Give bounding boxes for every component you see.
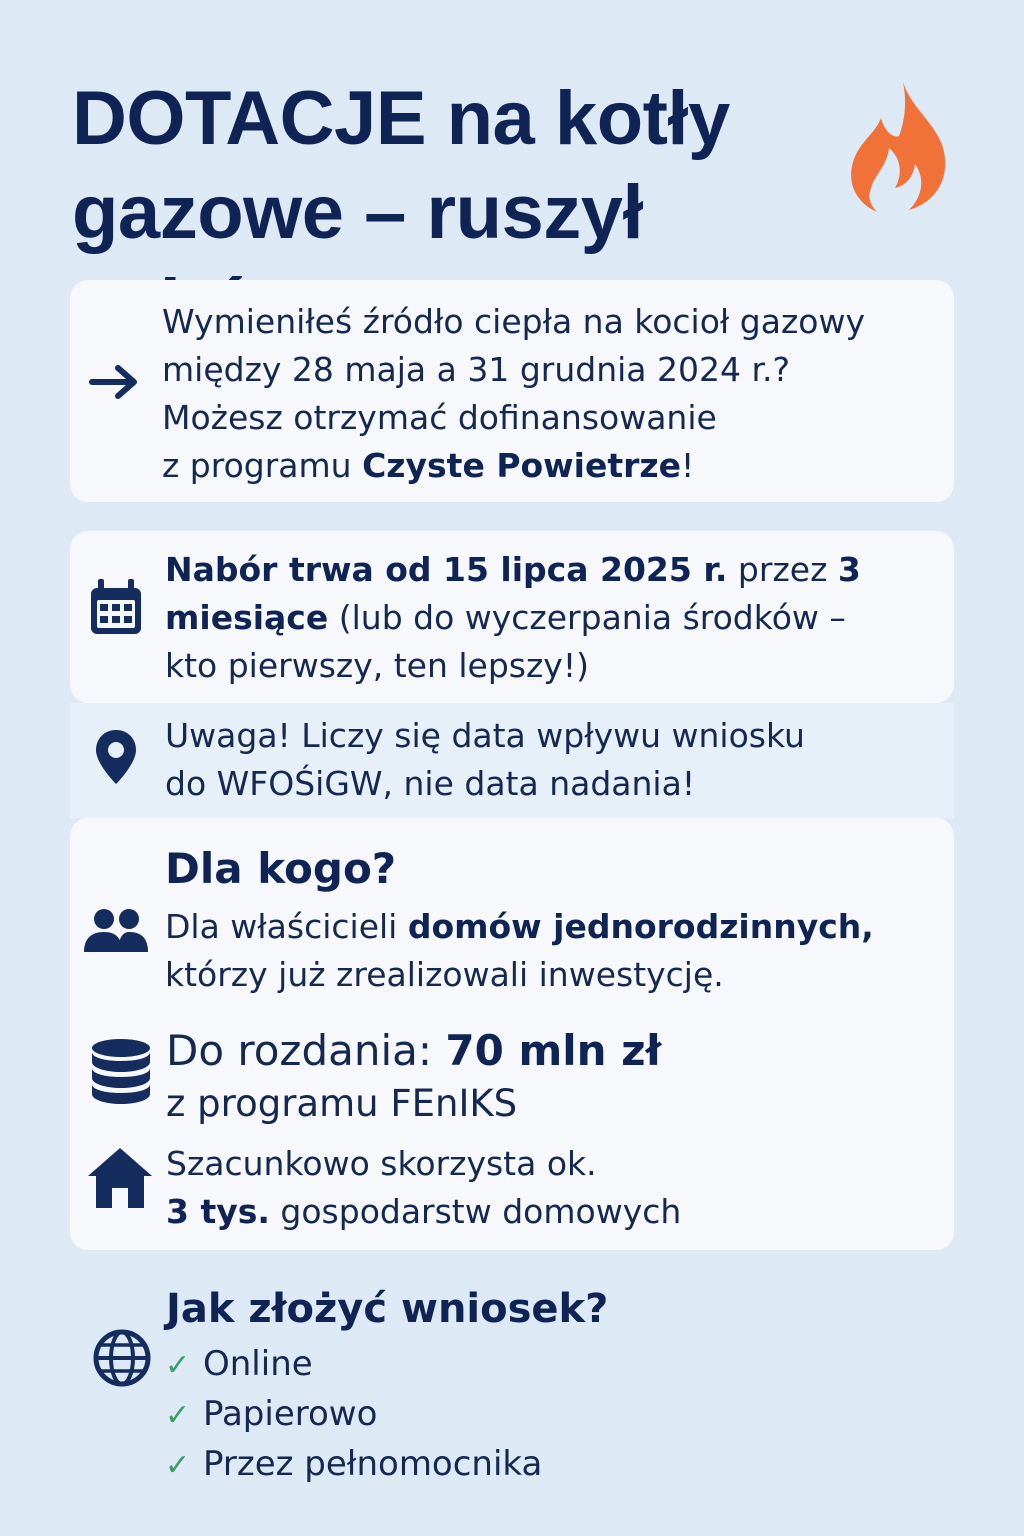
households-line-2: 3 tys. gospodarstw domowych xyxy=(166,1192,682,1231)
audience-line-1: Dla właścicieli domów jednorodzinnych, xyxy=(165,907,874,946)
notice-line-2: do WFOŚiGW, nie data nadania! xyxy=(165,764,696,803)
title-line-1: DOTACJE na kotły xyxy=(72,76,730,161)
check-icon: ✓ xyxy=(165,1398,191,1433)
apply-option-proxy: ✓ Przez pełnomocnika xyxy=(165,1440,542,1490)
intro-line-3: Możesz otrzymać dofinansowanie xyxy=(162,398,717,437)
recruitment-line-1: Nabór trwa od 15 lipca 2025 r. przez 3 xyxy=(165,550,861,589)
house-icon xyxy=(86,1146,154,1210)
households-line-1: Szacunkowo skorzysta ok. xyxy=(166,1144,597,1183)
funds-source: z programu FEnIKS xyxy=(166,1082,518,1125)
apply-option-online: ✓ Online xyxy=(165,1340,313,1390)
funds-line: Do rozdania: 70 mln zł xyxy=(166,1026,662,1075)
globe-icon xyxy=(92,1328,152,1388)
arrow-right-icon xyxy=(88,362,140,402)
recruitment-line-3: kto pierwszy, ten lepszy!) xyxy=(165,646,589,685)
program-name: Czyste Powietrze xyxy=(362,446,681,485)
calendar-icon xyxy=(88,578,144,636)
audience-heading: Dla kogo? xyxy=(165,844,397,893)
apply-option-paper: ✓ Papierowo xyxy=(165,1390,377,1440)
flame-icon xyxy=(845,78,955,214)
funds-amount: 70 mln zł xyxy=(445,1026,662,1075)
intro-line-1: Wymieniłeś źródło ciepła na kocioł gazowy xyxy=(162,302,865,341)
audience-line-2: którzy już zrealizowali inwestycję. xyxy=(165,955,724,994)
coins-stack-icon xyxy=(90,1038,152,1104)
notice-line-1: Uwaga! Liczy się data wpływu wniosku xyxy=(165,716,805,755)
title-line-2: gazowe – ruszył xyxy=(72,170,644,255)
check-icon: ✓ xyxy=(165,1348,191,1383)
intro-line-2: między 28 maja a 31 grudnia 2024 r.? xyxy=(162,350,791,389)
intro-line-4: z programu Czyste Powietrze! xyxy=(162,446,695,485)
recruitment-line-2: miesiące (lub do wyczerpania środków – xyxy=(165,598,846,637)
apply-heading: Jak złożyć wniosek? xyxy=(166,1286,609,1332)
location-pin-icon xyxy=(94,728,138,786)
check-icon: ✓ xyxy=(165,1448,191,1483)
people-icon xyxy=(84,908,148,954)
